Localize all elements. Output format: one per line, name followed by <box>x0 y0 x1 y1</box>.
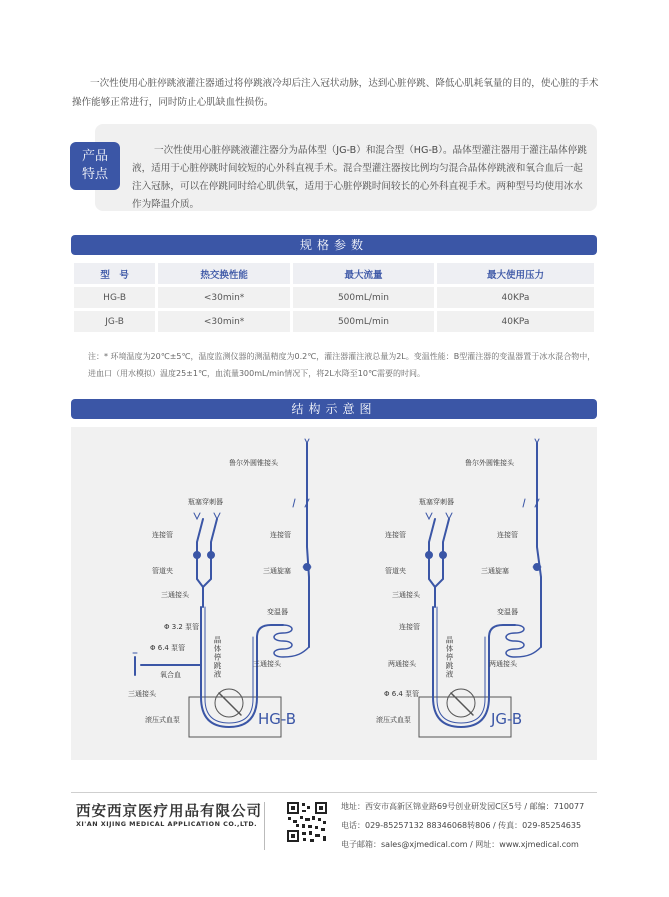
hg-oxy-label: 氧合血 <box>160 671 181 679</box>
jg-heater-coil <box>506 625 541 657</box>
hg-luer-label: 鲁尔外圆锥接头 <box>229 459 278 467</box>
cell-model: JG-B <box>74 311 155 332</box>
footer-phone: 电话：029-85257132 88346068转806 / 传真：029-85254635 <box>341 821 582 830</box>
jg-connector2-label: 连接管 <box>497 531 518 539</box>
spec-note: 注：* 环境温度为20℃±5℃，温度监测仪器的测温精度为0.2℃，灌注器灌注液总量为2L。变温性能：B型灌注器的变温器置于冰水混合物中，进血口（用水模拟）温度25±1℃，血流量300mL/min情况下，将2L水降至10℃需要的时间。 <box>88 352 596 378</box>
footer-separator <box>264 802 265 850</box>
spec-header-flow: 最大流量 <box>293 263 434 284</box>
hg-spike-label: 瓶塞穿刺器 <box>188 498 223 506</box>
spec-header-model: 型 号 <box>74 263 155 284</box>
hg-stopcock-label: 三通旋塞 <box>263 567 291 575</box>
table-row <box>74 287 594 308</box>
jg-model-tag: JG-B <box>491 710 523 728</box>
cell-model: HG-B <box>74 287 155 308</box>
features-badge <box>70 142 120 190</box>
hg-up-line <box>307 443 309 647</box>
hg-outlet <box>257 625 283 637</box>
features-badge-line2: 特点 <box>81 167 108 182</box>
hg-diagram <box>133 439 311 737</box>
jg-roller-label: 滚压式血泵 <box>376 716 411 724</box>
cell-flow: 500mL/min <box>293 311 434 332</box>
hg-model-tag: HG-B <box>258 710 297 728</box>
spec-table <box>71 260 597 335</box>
diagram-title-bar: 结构示意图 <box>71 399 597 419</box>
spec-header-row <box>74 263 594 284</box>
table-row <box>74 311 594 332</box>
jg-twoway1-label: 两通接头 <box>388 660 416 668</box>
jg-outlet <box>489 625 515 637</box>
hg-heater-coil <box>274 625 309 657</box>
jg-fluid-label: 晶体停跳液 <box>445 636 454 679</box>
jg-pump-tube <box>433 607 489 727</box>
cell-flow: 500mL/min <box>293 287 434 308</box>
jg-connector3-label: 连接管 <box>399 623 420 631</box>
jg-luer-label: 鲁尔外圆锥接头 <box>465 459 514 467</box>
qr-code-icon <box>285 800 329 844</box>
jg-clamp-label: 管道夹 <box>385 567 406 575</box>
footer-address: 地址：西安市高新区锦业路69号创业研发园C区5号 / 邮编：710077 <box>341 802 585 811</box>
hg-fluid-label: 晶体停跳液 <box>213 636 222 679</box>
jg-pump64-label: Φ 6.4 泵管 <box>384 690 420 698</box>
jg-spike-label: 瓶塞穿刺器 <box>419 498 454 506</box>
hg-connector2-label: 连接管 <box>270 531 291 539</box>
hg-tee1-label: 三通接头 <box>161 591 189 599</box>
jg-heater-label: 变温器 <box>497 608 518 616</box>
jg-up-line <box>537 443 541 647</box>
jg-twoway2-label: 两通接头 <box>489 660 517 668</box>
cell-heat: <30min* <box>158 311 290 332</box>
jg-line-left <box>429 519 435 607</box>
footer-divider <box>71 792 597 793</box>
hg-heater-label: 变温器 <box>267 608 288 616</box>
hg-connector1-label: 连接管 <box>152 531 173 539</box>
jg-diagram <box>419 439 541 737</box>
hg-tee2-label: 三通接头 <box>128 690 156 698</box>
jg-tee1-label: 三通接头 <box>392 591 420 599</box>
hg-pump64-label: Φ 6.4 泵管 <box>150 644 186 652</box>
hg-line-left <box>197 519 203 607</box>
jg-connector1-label: 连接管 <box>385 531 406 539</box>
cell-pressure: 40KPa <box>437 311 594 332</box>
hg-pump32-label: Φ 3.2 泵管 <box>164 623 200 631</box>
cell-pressure: 40KPa <box>437 287 594 308</box>
spec-header-heat: 热交换性能 <box>158 263 290 284</box>
hg-tee3-label: 三通接头 <box>253 660 281 668</box>
company-name-en: XI'AN XIJING MEDICAL APPLICATION CO.,LTD. <box>76 820 258 828</box>
hg-clamp-label: 管道夹 <box>152 567 173 575</box>
features-badge-line1: 产品 <box>81 149 108 164</box>
spec-title-bar: 规格参数 <box>71 235 597 255</box>
features-text: 一次性使用心脏停跳液灌注器分为晶体型（JG-B）和混合型（HG-B）。晶体型灌注器用于灌注晶体停跳液，适用于心脏停跳时间较短的心外科直视手术。混合型灌注器按比例均匀混合晶体停跳液和氧合血后一起注入冠脉，可以在停跳同时给心肌供氧，适用于心脏停跳时间较长的心外科直视手术。两种型号均使用冰水作为降温介质。 <box>132 144 587 210</box>
company-name-cn: 西安西京医疗用品有限公司 <box>76 804 262 820</box>
jg-stopcock-label: 三通旋塞 <box>481 567 509 575</box>
cell-heat: <30min* <box>158 287 290 308</box>
spec-header-pressure: 最大使用压力 <box>437 263 594 284</box>
footer-web[interactable]: 电子邮箱：sales@xjmedical.com / 网址：www.xjmedical.com <box>341 840 579 849</box>
hg-pump-tube <box>201 607 257 727</box>
intro-paragraph: 一次性使用心脏停跳液灌注器通过将停跳液冷却后注入冠状动脉，达到心脏停跳、降低心肌耗氧量的目的，使心脏的手术操作能够正常进行，同时防止心肌缺血性损伤。 <box>72 77 599 108</box>
hg-roller-label: 滚压式血泵 <box>145 716 180 724</box>
